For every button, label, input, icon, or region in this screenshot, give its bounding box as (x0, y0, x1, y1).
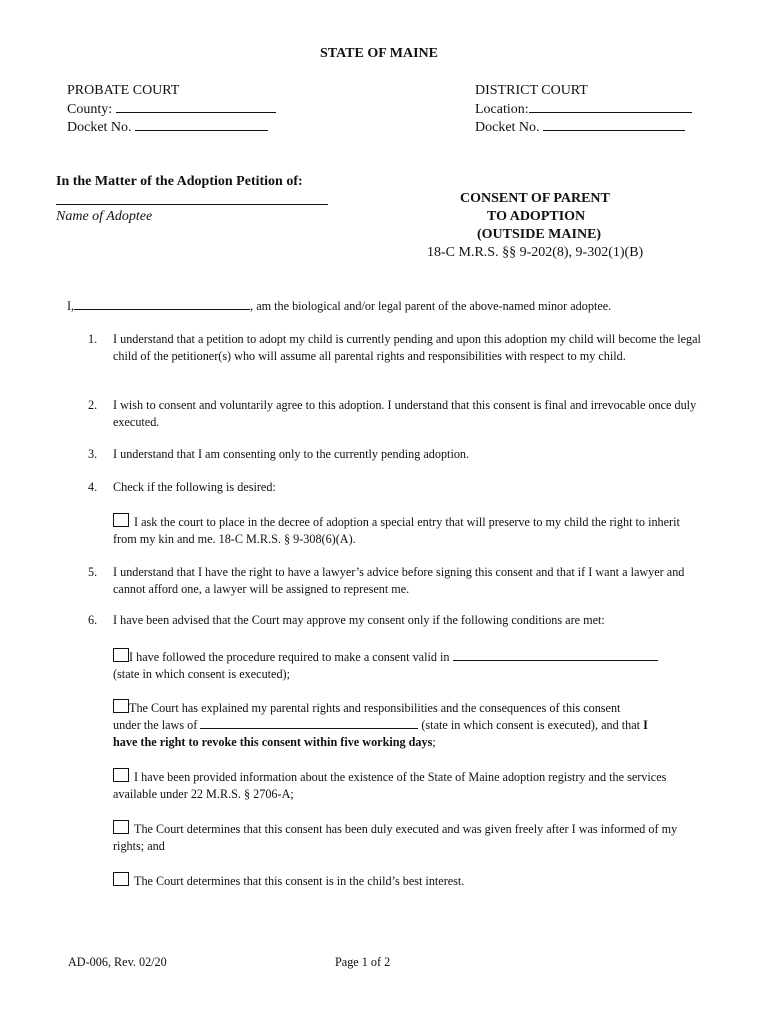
condition-2-checkbox[interactable] (113, 699, 129, 713)
condition-2-text-a: The Court has explained my parental rights and responsibilities and the consequences of this consent (129, 701, 621, 715)
item-number: 5. (88, 565, 98, 579)
state-title: STATE OF MAINE (320, 46, 438, 61)
statute-citation: 18-C M.R.S. §§ 9-202(8), 9-302(1)(B) (427, 245, 644, 260)
matter-label: In the Matter of the Adoption Petition of: (56, 174, 303, 189)
county-label: County: (67, 102, 113, 117)
condition-2-end: ; (432, 735, 436, 749)
condition-3 (113, 768, 705, 803)
form-id: AD-006, Rev. 02/20 (68, 955, 167, 969)
item-number: 1. (88, 332, 98, 346)
docket-blank-right[interactable] (543, 119, 685, 131)
docket-field-right (475, 119, 685, 136)
condition-4-text: The Court determines that this consent has been duly executed and was given freely after I was informed of my rights; and (113, 822, 678, 853)
condition-3-text: I have been provided information about the existence of the State of Maine adoption registry and the services available under 22 M.R.S. § 2706-A; (113, 770, 667, 801)
condition-4 (113, 820, 705, 855)
docket-field-left (67, 119, 268, 136)
item-number: 6. (88, 613, 98, 627)
condition-1 (113, 648, 705, 683)
form-title-line2: TO ADOPTION (487, 209, 586, 224)
location-field (475, 101, 692, 118)
condition-2 (113, 699, 705, 751)
laws-state-blank[interactable] (200, 717, 418, 729)
location-blank[interactable] (529, 101, 692, 113)
condition-5 (113, 872, 705, 890)
intro-suffix: , am the biological and/or legal parent of the above-named minor adoptee. (250, 299, 612, 313)
condition-2-text-c: (state in which consent is executed), and that (421, 718, 641, 732)
item-6-text: I have been advised that the Court may approve my consent only if the following conditions are met: (113, 613, 605, 627)
condition-1-checkbox[interactable] (113, 648, 129, 662)
form-title-line1: CONSENT OF PARENT (460, 191, 610, 206)
item-5-text: I understand that I have the right to have a lawyer’s advice before signing this consent and that if I want a lawyer and cannot afford one, a lawyer will be assigned to represent me. (113, 565, 685, 596)
probate-court-label: PROBATE COURT (67, 83, 180, 98)
docket-label-left: Docket No. (67, 120, 132, 135)
page-number: Page 1 of 2 (335, 955, 391, 969)
adoptee-name-line[interactable] (56, 192, 328, 205)
inherit-option-text: I ask the court to place in the decree of adoption a special entry that will preserve to my child the right to inherit from my kin and me. 18-C M.R.S. § 9-308(6)(A). (113, 515, 680, 546)
inherit-checkbox[interactable] (113, 513, 129, 527)
item-1-text: I understand that a petition to adopt my child is currently pending and upon this adoption my child will become the legal child of the petitioner(s) who will assume all parental rights and responsibilities with respect to my child. (113, 332, 701, 363)
inherit-option (113, 513, 705, 548)
condition-4-checkbox[interactable] (113, 820, 129, 834)
item-4-text: Check if the following is desired: (113, 480, 276, 494)
adoptee-name-caption: Name of Adoptee (56, 209, 153, 224)
item-number: 2. (88, 398, 98, 412)
revoke-right-text: have the right to revoke this consent within five working days (113, 735, 433, 749)
condition-1-text: I have followed the procedure required to make a consent valid in (129, 650, 450, 664)
item-2-text: I wish to consent and voluntarily agree to this adoption. I understand that this consent is final and irrevocable once duly executed. (113, 398, 697, 429)
county-field (67, 101, 276, 118)
condition-2-text-b: under the laws of (113, 718, 198, 732)
location-label: Location: (475, 102, 529, 117)
condition-5-text: The Court determines that this consent is in the child’s best interest. (134, 874, 465, 888)
condition-5-checkbox[interactable] (113, 872, 129, 886)
condition-2-bold-i: I (643, 718, 648, 732)
form-title-line3: (OUTSIDE MAINE) (477, 227, 602, 242)
condition-1-caption: (state in which consent is executed); (113, 667, 290, 681)
district-court-label: DISTRICT COURT (475, 83, 588, 98)
condition-3-checkbox[interactable] (113, 768, 129, 782)
intro-prefix: I, (67, 299, 75, 313)
county-blank[interactable] (116, 101, 276, 113)
docket-blank-left[interactable] (135, 119, 268, 131)
docket-label-right: Docket No. (475, 120, 540, 135)
parent-name-blank[interactable] (74, 298, 250, 310)
item-number: 4. (88, 480, 98, 494)
item-number: 3. (88, 447, 98, 461)
intro-line (67, 298, 611, 314)
consent-state-blank[interactable] (453, 649, 658, 661)
item-3-text: I understand that I am consenting only to the currently pending adoption. (113, 447, 470, 461)
